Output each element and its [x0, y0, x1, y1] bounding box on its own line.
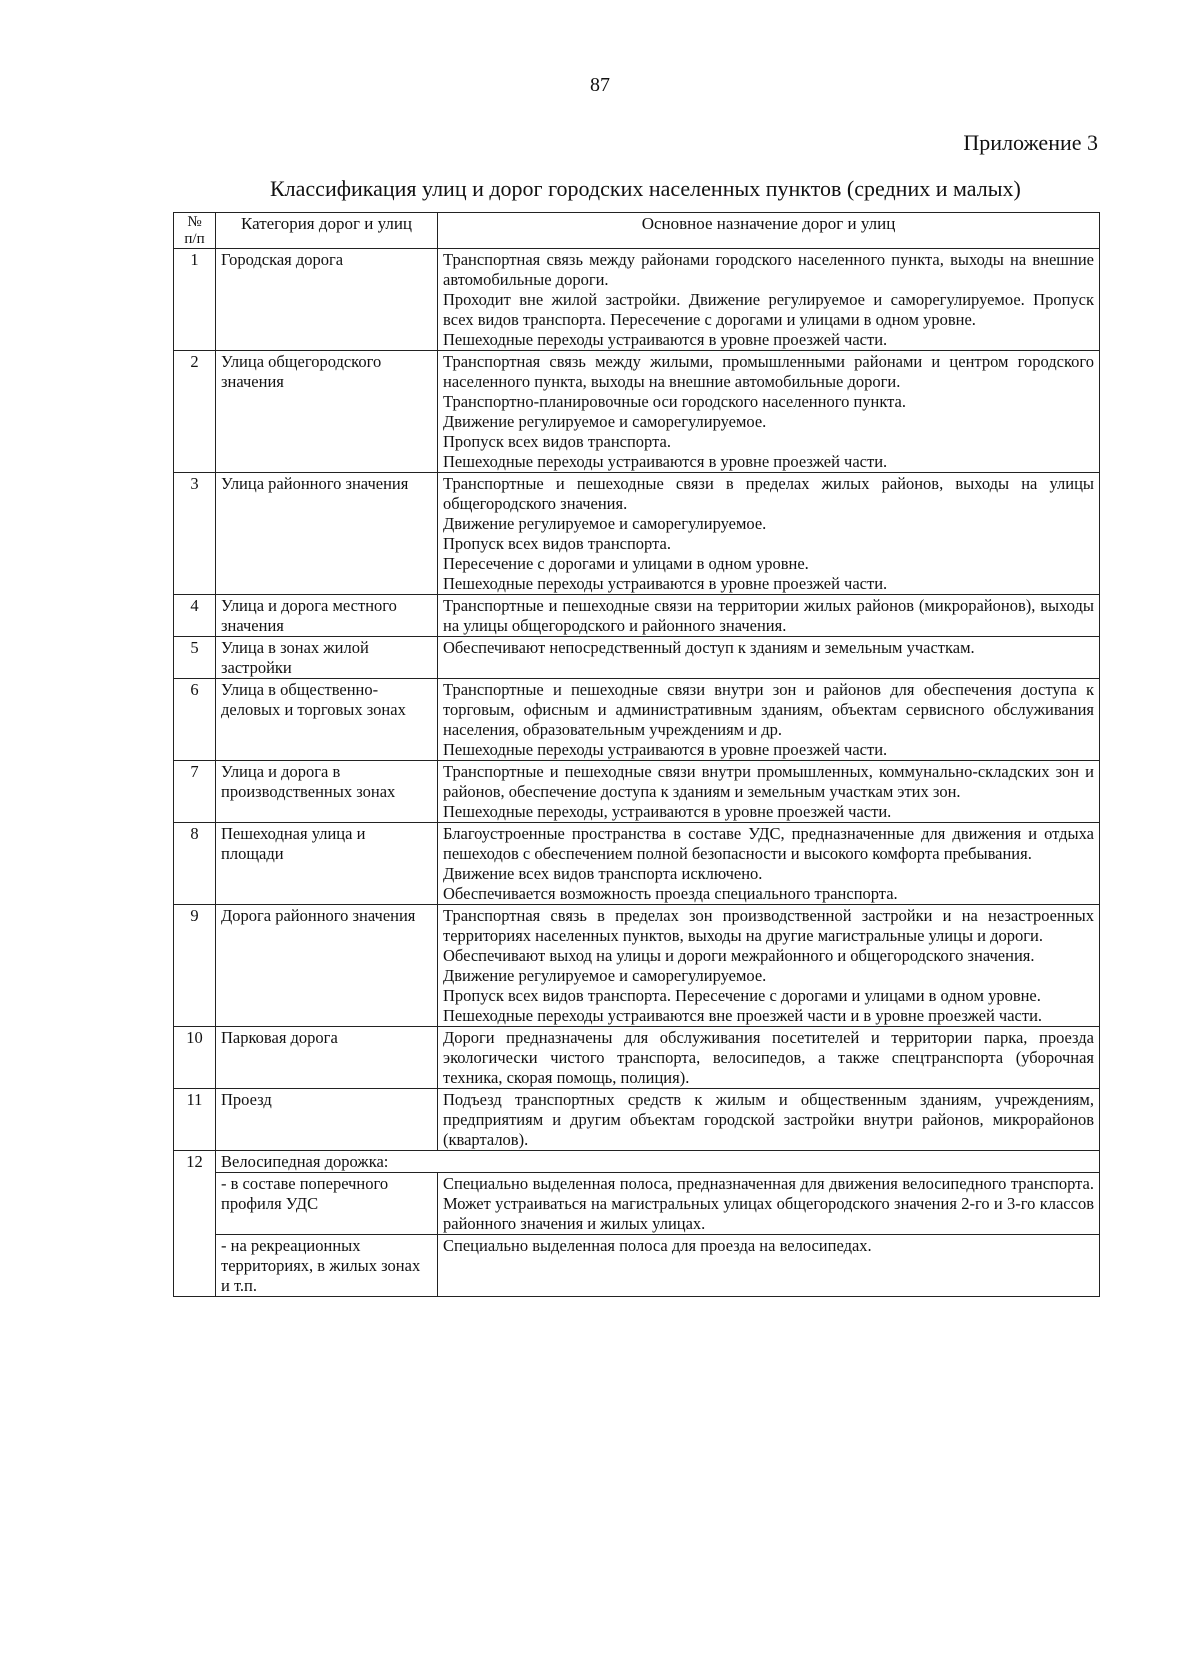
row-purpose	[438, 473, 1100, 595]
classification-table	[173, 212, 1100, 1297]
purpose-paragraph: Пропуск всех видов транспорта.	[443, 534, 671, 553]
row-number: 11	[174, 1089, 216, 1151]
row-category: Улица общегородского значения	[216, 351, 438, 473]
row-number: 2	[174, 351, 216, 473]
row-purpose	[438, 761, 1100, 823]
purpose-paragraph: Пешеходные переходы устраиваются в уровне проезжей части.	[443, 740, 888, 759]
subrow-category: - в составе поперечного профиля УДС	[216, 1173, 438, 1235]
document-title: Классификация улиц и дорог городских населенных пунктов (средних и малых)	[270, 176, 1021, 201]
row-purpose	[438, 351, 1100, 473]
table-row	[174, 351, 1100, 473]
row-number: 3	[174, 473, 216, 595]
page-number: 87	[590, 74, 610, 96]
table-row	[174, 761, 1100, 823]
subrow-category: - на рекреационных территориях, в жилых зонах и т.п.	[216, 1235, 438, 1297]
table-row	[174, 249, 1100, 351]
table-row	[174, 679, 1100, 761]
purpose-paragraph: Транспортная связь в пределах зон производственной застройки и на незастроенных территориях населенных пунктов, выходы на другие магистральные улицы и дороги.	[443, 906, 1094, 945]
row-number: 1	[174, 249, 216, 351]
row-category: Пешеходная улица и площади	[216, 823, 438, 905]
purpose-paragraph: Движение регулируемое и саморегулируемое.	[443, 412, 767, 431]
purpose-paragraph: Транспортно-планировочные оси городского населенного пункта.	[443, 392, 907, 411]
purpose-paragraph: Пешеходные переходы устраиваются в уровне проезжей части.	[443, 330, 888, 349]
purpose-paragraph: Пешеходные переходы, устраиваются в уровне проезжей части.	[443, 802, 892, 821]
header-category: Категория дорог и улиц	[216, 213, 438, 249]
purpose-paragraph: Пешеходные переходы устраиваются в уровне проезжей части.	[443, 574, 888, 593]
row-purpose	[438, 595, 1100, 637]
appendix-label: Приложение 3	[963, 130, 1098, 155]
subrow-purpose	[438, 1173, 1100, 1235]
purpose-paragraph: Обеспечивается возможность проезда специального транспорта.	[443, 884, 898, 903]
purpose-paragraph: Пересечение с дорогами и улицами в одном уровне.	[443, 554, 809, 573]
purpose-paragraph: Транспортные и пешеходные связи внутри зон и районов для обеспечения доступа к торговым, офисным и административным зданиям, объектам сервисного обслуживания населения, образовательным учреждениям и др.	[443, 680, 1094, 739]
purpose-paragraph: Движение регулируемое и саморегулируемое.	[443, 514, 767, 533]
purpose-paragraph: Благоустроенные пространства в составе УДС, предназначенные для движения и отдыха пешеходов с обеспечением полной безопасности и высокого комфорта пребывания.	[443, 824, 1094, 863]
table-header-row	[174, 213, 1100, 249]
table-row	[174, 1027, 1100, 1089]
row-number: 8	[174, 823, 216, 905]
purpose-paragraph: Транспортная связь между жилыми, промышленными районами и центром городского населенного пункта, выходы на внешние автомобильные дороги.	[443, 352, 1094, 391]
purpose-paragraph: Транспортные и пешеходные связи в пределах жилых районов, выходы на улицы общегородского значения.	[443, 474, 1094, 513]
row-category: Дорога районного значения	[216, 905, 438, 1027]
row-category: Улица районного значения	[216, 473, 438, 595]
purpose-paragraph: Транспортные и пешеходные связи внутри промышленных, коммунально-складских зон и районов, обеспечение доступа к зданиям и земельным участкам этих зон.	[443, 762, 1094, 801]
row-purpose	[438, 249, 1100, 351]
table-subrow	[174, 1173, 1100, 1235]
row-category: Парковая дорога	[216, 1027, 438, 1089]
row-category: Улица и дорога в производственных зонах	[216, 761, 438, 823]
row-purpose	[438, 637, 1100, 679]
row-number: 9	[174, 905, 216, 1027]
purpose-paragraph: Пешеходные переходы устраиваются в уровне проезжей части.	[443, 452, 888, 471]
row-number: 10	[174, 1027, 216, 1089]
row-category: Улица в общественно-деловых и торговых зонах	[216, 679, 438, 761]
purpose-paragraph: Транспортные и пешеходные связи на территории жилых районов (микрорайонов), выходы на улицы общегородского и районного значения.	[443, 596, 1094, 635]
row-number: 7	[174, 761, 216, 823]
table-subrow	[174, 1235, 1100, 1297]
purpose-paragraph: Проходит вне жилой застройки. Движение регулируемое и саморегулируемое. Пропуск всех видов транспорта. Пересечение с дорогами и улицами в одном уровне.	[443, 290, 1094, 329]
table-row	[174, 905, 1100, 1027]
row-purpose	[438, 905, 1100, 1027]
row-number: 4	[174, 595, 216, 637]
table-row	[174, 473, 1100, 595]
row-purpose	[438, 679, 1100, 761]
header-number	[174, 213, 216, 249]
purpose-paragraph: Транспортная связь между районами городского населенного пункта, выходы на внешние автомобильные дороги.	[443, 250, 1094, 289]
purpose-paragraph: Пешеходные переходы устраиваются вне проезжей части и в уровне проезжей части.	[443, 1006, 1043, 1025]
purpose-paragraph: Обеспечивают непосредственный доступ к зданиям и земельным участкам.	[443, 638, 975, 657]
row-number: 6	[174, 679, 216, 761]
purpose-paragraph: Движение регулируемое и саморегулируемое.	[443, 966, 767, 985]
row-category: Городская дорога	[216, 249, 438, 351]
purpose-paragraph: Дороги предназначены для обслуживания посетителей и территории парка, проезда экологически чистого транспорта, велосипедов, а также спецтранспорта (уборочная техника, скорая помощь, полиция).	[443, 1028, 1094, 1087]
row-purpose	[438, 1089, 1100, 1151]
table-row	[174, 637, 1100, 679]
row-number: 12	[174, 1151, 216, 1297]
row-number: 5	[174, 637, 216, 679]
row-category: Улица и дорога местного значения	[216, 595, 438, 637]
purpose-paragraph: Подъезд транспортных средств к жилым и общественным зданиям, учреждениям, предприятиям и другим объектам городской застройки внутри районов, микрорайонов (кварталов).	[443, 1090, 1094, 1149]
header-number-abbr: п/п	[184, 231, 205, 247]
row-purpose	[438, 823, 1100, 905]
row-category: Проезд	[216, 1089, 438, 1151]
table-row	[174, 1089, 1100, 1151]
purpose-paragraph: Движение всех видов транспорта исключено.	[443, 864, 763, 883]
header-number-symbol: №	[187, 214, 202, 230]
subrow-purpose	[438, 1235, 1100, 1297]
row-purpose	[438, 1027, 1100, 1089]
table-row	[174, 823, 1100, 905]
purpose-paragraph: Специально выделенная полоса, предназначенная для движения велосипедного транспорта. Может устраиваться на магистральных улицах общегородского значения 2-го и 3-го классов районного значения и жилых улицах.	[443, 1174, 1094, 1233]
table-row	[174, 595, 1100, 637]
purpose-paragraph: Обеспечивают выход на улицы и дороги межрайонного и общегородского значения.	[443, 946, 1035, 965]
row-category: Улица в зонах жилой застройки	[216, 637, 438, 679]
table-body	[174, 249, 1100, 1297]
purpose-paragraph: Пропуск всех видов транспорта. Пересечение с дорогами и улицами в одном уровне.	[443, 986, 1041, 1005]
purpose-paragraph: Пропуск всех видов транспорта.	[443, 432, 671, 451]
header-purpose: Основное назначение дорог и улиц	[438, 213, 1100, 249]
purpose-paragraph: Специально выделенная полоса для проезда на велосипедах.	[443, 1236, 872, 1255]
table-row-bicycle	[174, 1151, 1100, 1173]
row-category: Велосипедная дорожка:	[216, 1151, 1100, 1173]
